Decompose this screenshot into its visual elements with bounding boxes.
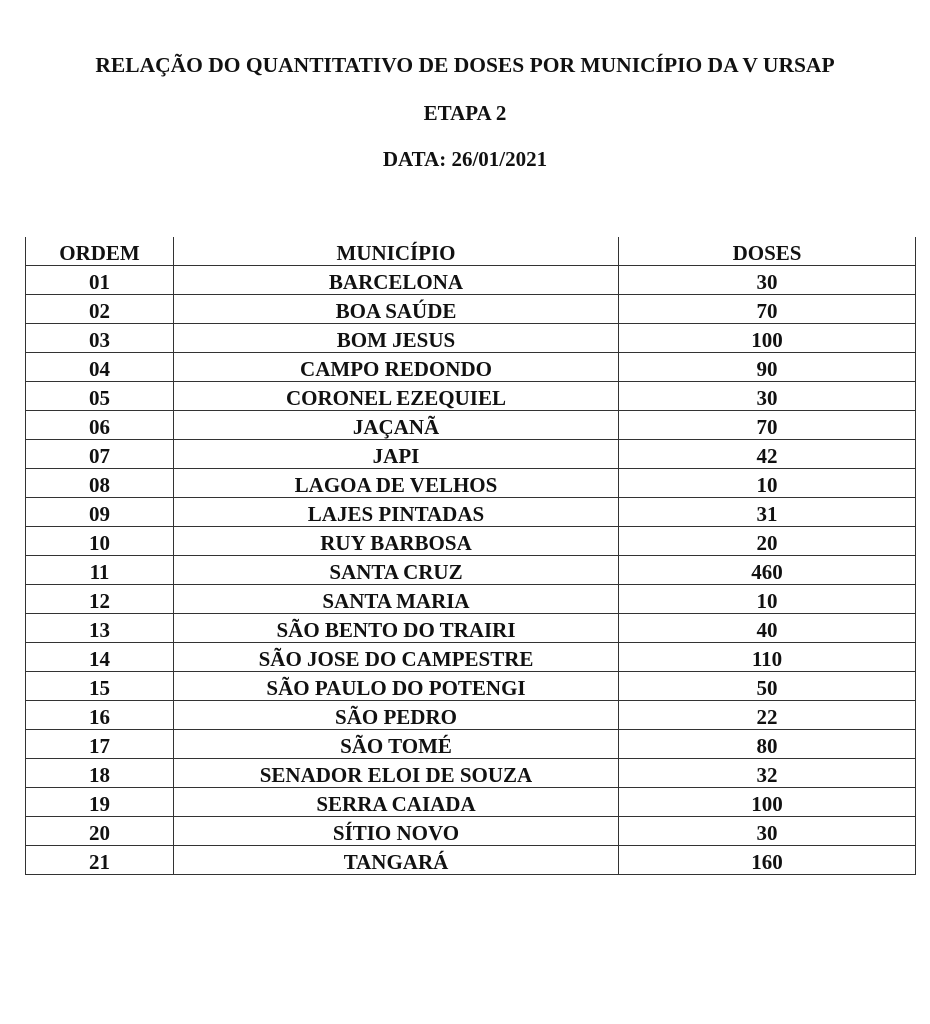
cell-municipio: BOM JESUS — [174, 324, 619, 353]
table-row — [26, 295, 916, 324]
cell-municipio: SANTA MARIA — [174, 585, 619, 614]
cell-doses: 70 — [619, 295, 916, 324]
cell-doses: 30 — [619, 266, 916, 295]
cell-doses: 22 — [619, 701, 916, 730]
cell-municipio: CAMPO REDONDO — [174, 353, 619, 382]
document-date: DATA: 26/01/2021 — [382, 147, 548, 171]
table-row — [26, 643, 916, 672]
cell-doses: 460 — [619, 556, 916, 585]
cell-ordem: 12 — [26, 585, 174, 614]
cell-ordem: 05 — [26, 382, 174, 411]
cell-municipio: RUY BARBOSA — [174, 527, 619, 556]
table-row — [26, 324, 916, 353]
table-row — [26, 672, 916, 701]
cell-municipio: SÃO PEDRO — [174, 701, 619, 730]
cell-ordem: 08 — [26, 469, 174, 498]
table-row — [26, 411, 916, 440]
table-row — [26, 846, 916, 875]
cell-municipio: SÍTIO NOVO — [174, 817, 619, 846]
cell-ordem: 20 — [26, 817, 174, 846]
table-row — [26, 556, 916, 585]
cell-doses: 42 — [619, 440, 916, 469]
table-row — [26, 759, 916, 788]
cell-municipio: BARCELONA — [174, 266, 619, 295]
cell-ordem: 21 — [26, 846, 174, 875]
cell-ordem: 09 — [26, 498, 174, 527]
cell-municipio: JAPI — [174, 440, 619, 469]
cell-doses: 40 — [619, 614, 916, 643]
table-row — [26, 701, 916, 730]
cell-municipio: SÃO JOSE DO CAMPESTRE — [174, 643, 619, 672]
cell-ordem: 06 — [26, 411, 174, 440]
cell-doses: 90 — [619, 353, 916, 382]
table-row — [26, 614, 916, 643]
cell-municipio: SENADOR ELOI DE SOUZA — [174, 759, 619, 788]
cell-doses: 110 — [619, 643, 916, 672]
header-municipio: MUNICÍPIO — [174, 237, 619, 266]
cell-ordem: 17 — [26, 730, 174, 759]
cell-doses: 50 — [619, 672, 916, 701]
cell-doses: 160 — [619, 846, 916, 875]
doses-table — [25, 237, 916, 875]
cell-ordem: 02 — [26, 295, 174, 324]
table-row — [26, 382, 916, 411]
cell-municipio: TANGARÁ — [174, 846, 619, 875]
table-row — [26, 353, 916, 382]
table-row — [26, 585, 916, 614]
header-doses: DOSES — [619, 237, 916, 266]
cell-ordem: 03 — [26, 324, 174, 353]
cell-municipio: BOA SAÚDE — [174, 295, 619, 324]
cell-doses: 80 — [619, 730, 916, 759]
table-row — [26, 817, 916, 846]
cell-ordem: 16 — [26, 701, 174, 730]
table-row — [26, 440, 916, 469]
cell-doses: 10 — [619, 585, 916, 614]
cell-municipio: JAÇANÃ — [174, 411, 619, 440]
header-ordem: ORDEM — [26, 237, 174, 266]
cell-ordem: 14 — [26, 643, 174, 672]
cell-municipio: SERRA CAIADA — [174, 788, 619, 817]
table-body — [26, 266, 916, 875]
cell-ordem: 01 — [26, 266, 174, 295]
table-row — [26, 266, 916, 295]
cell-doses: 30 — [619, 817, 916, 846]
cell-ordem: 15 — [26, 672, 174, 701]
cell-municipio: CORONEL EZEQUIEL — [174, 382, 619, 411]
cell-doses: 30 — [619, 382, 916, 411]
table-row — [26, 527, 916, 556]
cell-ordem: 07 — [26, 440, 174, 469]
cell-municipio: LAGOA DE VELHOS — [174, 469, 619, 498]
cell-municipio: SÃO PAULO DO POTENGI — [174, 672, 619, 701]
table-row — [26, 498, 916, 527]
cell-municipio: SÃO TOMÉ — [174, 730, 619, 759]
cell-doses: 20 — [619, 527, 916, 556]
cell-doses: 70 — [619, 411, 916, 440]
cell-ordem: 18 — [26, 759, 174, 788]
cell-doses: 32 — [619, 759, 916, 788]
table-row — [26, 730, 916, 759]
table-row — [26, 469, 916, 498]
cell-doses: 10 — [619, 469, 916, 498]
cell-ordem: 10 — [26, 527, 174, 556]
document-title: RELAÇÃO DO QUANTITATIVO DE DOSES POR MUNICÍPIO DA V URSAP — [95, 53, 835, 77]
cell-ordem: 04 — [26, 353, 174, 382]
cell-ordem: 11 — [26, 556, 174, 585]
table-row — [26, 788, 916, 817]
document-subtitle: ETAPA 2 — [423, 101, 507, 125]
cell-municipio: SANTA CRUZ — [174, 556, 619, 585]
cell-doses: 100 — [619, 324, 916, 353]
cell-ordem: 13 — [26, 614, 174, 643]
table-header-row — [26, 237, 916, 266]
cell-municipio: SÃO BENTO DO TRAIRI — [174, 614, 619, 643]
cell-municipio: LAJES PINTADAS — [174, 498, 619, 527]
cell-doses: 100 — [619, 788, 916, 817]
cell-ordem: 19 — [26, 788, 174, 817]
cell-doses: 31 — [619, 498, 916, 527]
